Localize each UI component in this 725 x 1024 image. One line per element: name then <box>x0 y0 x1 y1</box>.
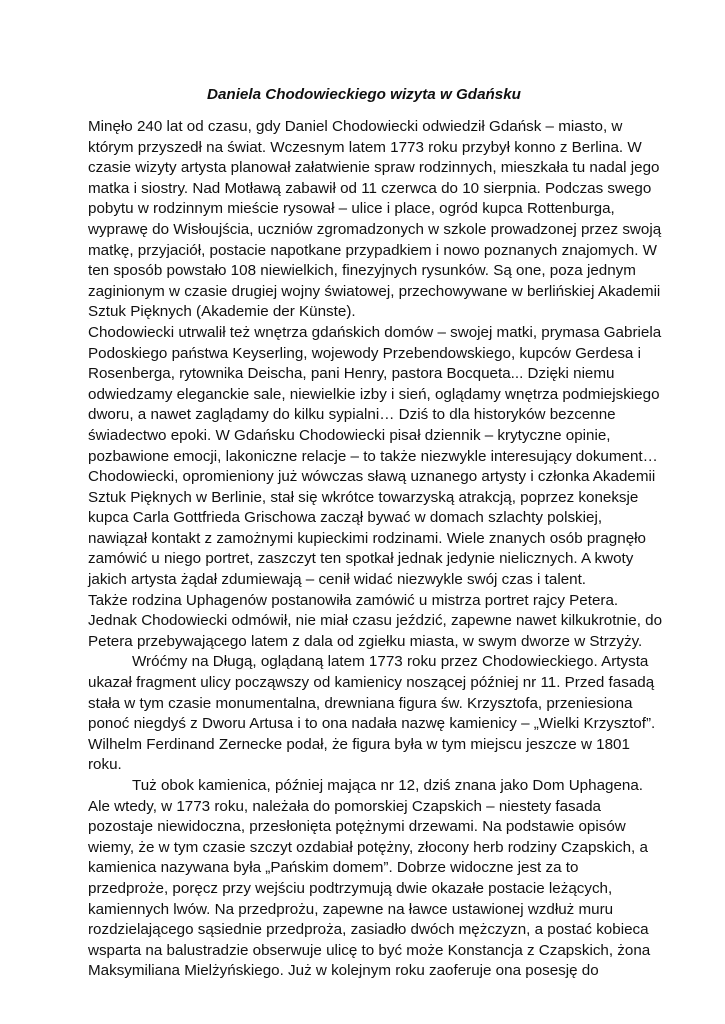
document-body <box>88 117 663 982</box>
text-line: rozdzielającego sąsiednie przedproża, zasiadło dwóch mężczyzn, a postać kobieca <box>88 921 649 939</box>
text-line: zamówić u niego portret, zaszczyt ten spotkał jednak jedynie nielicznych. A kwoty <box>88 550 634 568</box>
text-line: ponoć niegdyś z Dworu Artusa i to ona nadała nazwę kamienicy – „Wielki Krzysztof”. <box>88 715 656 733</box>
text-line: Podoskiego państwa Keyserling, wojewody Przebendowskiego, kupców Gerdesa i <box>88 344 641 362</box>
text-line: Wilhelm Ferdinand Zernecke podał, że figura była w tym miejscu jeszcze w 1801 <box>88 735 630 753</box>
text-line: kupca Carla Gottfrieda Grischowa zaczął bywać w domach szlachty polskiej, <box>88 509 603 527</box>
text-line: Tuż obok kamienica, później mająca nr 12, dziś znana jako Dom Uphagena. <box>132 777 644 794</box>
text-line: Sztuk Pięknych w Berlinie, stał się wkrótce towarzyską atrakcją, poprzez koneksje <box>88 488 639 506</box>
text-line: przedproże, poręcz przy wejściu podtrzymują dwie okazałe postacie leżących, <box>88 879 613 897</box>
document-title: Daniela Chodowieckiego wizyta w Gdańsku <box>207 86 521 103</box>
text-line: ten sposób powstało 108 niewielkich, finezyjnych rysunków. Są one, poza jednym <box>88 262 636 280</box>
text-line: pobytu w rodzinnym mieście rysował – ulice i place, ogród kupca Rottenburga, <box>88 200 615 218</box>
text-line: Chodowiecki, opromieniony już wówczas sławą uznanego artysty i członka Akademii <box>88 468 656 486</box>
text-line: Minęło 240 lat od czasu, gdy Daniel Chodowiecki odwiedził Gdańsk – miasto, w <box>88 118 623 135</box>
text-line: Chodowiecki utrwalił też wnętrza gdańskich domów – swojej matki, prymasa Gabriela <box>88 323 662 341</box>
text-line: wsparta na balustradzie obserwuje ulicę to być może Konstancja z Czapskich, żona <box>88 941 651 959</box>
text-line: zaginionym w czasie drugiej wojny światowej, przechowywane w berlińskiej Akademii <box>88 282 661 300</box>
text-line: Wróćmy na Długą, oglądaną latem 1773 roku przez Chodowieckiego. Artysta <box>132 653 649 671</box>
text-line: Rosenberga, rytownika Deischa, pani Henry, pastora Bocqueta... Dzięki niemu <box>88 365 615 383</box>
text-line: świadectwo epoki. W Gdańsku Chodowiecki pisał dziennik – krytyczne opinie, <box>88 426 611 444</box>
text-line: kamiennych lwów. Na przedprożu, zapewne na ławce ustawionej wzdłuż muru <box>88 900 614 918</box>
text-line: wiemy, że w tym czasie szczyt ozdabiał potężny, złocony herb rodziny Czapskich, a <box>88 838 648 856</box>
text-line: Także rodzina Uphagenów postanowiła zamówić u mistrza portret rajcy Petera. <box>88 591 619 609</box>
text-line: pozostaje niewidoczna, przesłonięta potężnymi drzewami. Na podstawie opisów <box>88 818 626 836</box>
text-line: Jednak Chodowiecki odmówił, nie miał czasu jeździć, zapewne nawet kilkukrotnie, do <box>88 612 663 630</box>
text-line: roku. <box>88 756 122 774</box>
text-line: jakich artysta żądał zdumiewają – cenił widać niezwykle swój czas i talent. <box>88 571 587 589</box>
text-line: Petera przebywającego latem z dala od zgiełku miasta, w swym dworze w Strzyży. <box>88 632 643 650</box>
text-line: kamienica nazywana była „Pańskim domem”. Dobrze widoczne jest za to <box>88 859 579 877</box>
text-line: dworu, a nawet zaglądamy do kilku sypialni… Dziś to dla historyków bezcenne <box>88 406 616 424</box>
text-line: ukazał fragment ulicy począwszy od kamienicy noszącej później nr 11. Przed fasadą <box>88 674 655 692</box>
text-line: odwiedzamy eleganckie sale, niewielkie izby i sień, oglądamy wnętrza podmiejskiego <box>88 385 660 403</box>
text-line: matkę, przyjaciół, postacie napotkane przypadkiem i nowo poznanych znajomych. W <box>88 241 657 259</box>
text-line: stała w tym czasie monumentalna, drewniana figura św. Krzysztofa, przeniesiona <box>88 694 633 712</box>
text-line: pozbawione emocji, lakoniczne relacje – to także niezwykle interesujący dokument… <box>88 447 658 465</box>
text-line: nawiązał kontakt z zamożnymi kupieckimi rodzinami. Wiele znanych osób pragnęło <box>88 529 646 547</box>
text-line: matka i siostry. Nad Motławą zabawił od 11 czerwca do 10 sierpnia. Podczas swego <box>88 179 652 197</box>
text-line: którym przyszedł na świat. Wczesnym latem 1773 roku przybył konno z Berlina. W <box>88 138 642 156</box>
text-line: Maksymiliana Mielżyńskiego. Już w kolejnym roku zaoferuje ona posesję do <box>88 962 599 980</box>
text-line: Ale wtedy, w 1773 roku, należała do pomorskiej Czapskich – niestety fasada <box>88 797 601 815</box>
text-line: wyprawę do Wisłoujścia, uczniów zgromadzonych w szkole prowadzonej przez swoją <box>88 220 662 238</box>
text-line: czasie wizyty artysta planował załatwienie spraw rodzinnych, mieszkała tu nadal jego <box>88 159 660 177</box>
text-line: Sztuk Pięknych (Akademie der Künste). <box>88 303 356 321</box>
